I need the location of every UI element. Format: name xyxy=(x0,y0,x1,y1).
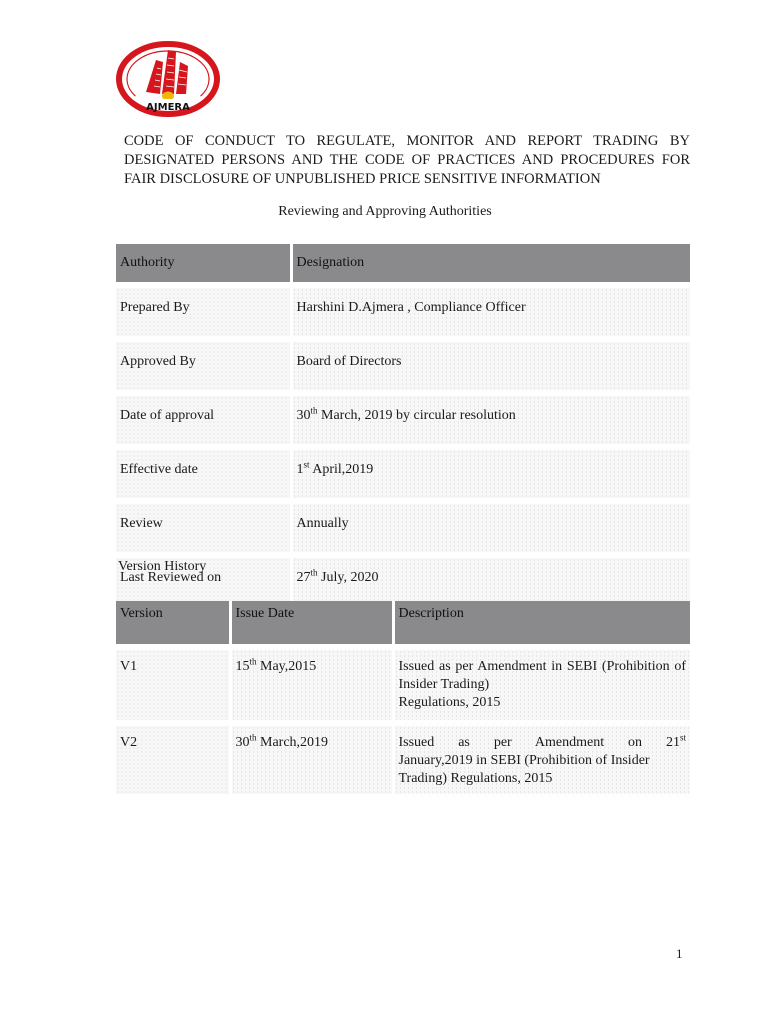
authority-cell: Prepared By xyxy=(116,288,291,336)
designation-cell: Annually xyxy=(291,504,690,552)
issue-date-cell: 15th May,2015 xyxy=(230,650,393,720)
header-authority: Authority xyxy=(116,244,291,282)
description-cell: Issued as per Amendment on 21st January,2019 in SEBI (Prohibition of Insider Trading) Regulations, 2015 xyxy=(393,726,690,794)
version-cell: V2 xyxy=(116,726,230,794)
version-cell: V1 xyxy=(116,650,230,720)
authority-cell: Review xyxy=(116,504,291,552)
header-issue-date: Issue Date xyxy=(230,601,393,644)
version-history-table xyxy=(116,601,690,794)
header-version: Version xyxy=(116,601,230,644)
title-line: CODE OF CONDUCT TO REGULATE, MONITOR AND REPORT TRADING BY xyxy=(124,133,690,149)
authority-cell: Effective date xyxy=(116,450,291,498)
title-line: FAIR DISCLOSURE OF UNPUBLISHED PRICE SENSITIVE INFORMATION xyxy=(124,171,601,187)
document-title xyxy=(124,132,690,189)
page-number: 1 xyxy=(676,946,683,961)
designation-cell: 30th March, 2019 by circular resolution xyxy=(291,396,690,444)
designation-cell: Board of Directors xyxy=(291,342,690,390)
designation-cell: Harshini D.Ajmera , Compliance Officer xyxy=(291,288,690,336)
authority-cell: Last Reviewed on xyxy=(116,558,291,606)
title-line: DESIGNATED PERSONS AND THE CODE OF PRACTICES AND PROCEDURES FOR xyxy=(124,152,690,168)
table-header-row xyxy=(116,244,690,282)
header-designation: Designation xyxy=(291,244,690,282)
version-history-label: Version History xyxy=(118,559,207,574)
authority-cell: Approved By xyxy=(116,342,291,390)
header-description: Description xyxy=(393,601,690,644)
ajmera-logo-icon xyxy=(116,40,220,118)
authorities-table xyxy=(116,244,690,606)
table-row xyxy=(116,504,690,552)
table-row xyxy=(116,288,690,336)
designation-cell: 27th July, 2020 xyxy=(291,558,690,606)
issue-date-cell: 30th March,2019 xyxy=(230,726,393,794)
table-row xyxy=(116,650,690,720)
description-cell: Issued as per Amendment in SEBI (Prohibition of Insider Trading) Regulations, 2015 xyxy=(393,650,690,720)
table-row xyxy=(116,342,690,390)
table-row xyxy=(116,450,690,498)
company-logo xyxy=(116,40,220,118)
table-row xyxy=(116,396,690,444)
designation-cell: 1st April,2019 xyxy=(291,450,690,498)
table-header-row xyxy=(116,601,690,644)
authority-cell: Date of approval xyxy=(116,396,291,444)
logo-brand-text: AJMERA xyxy=(146,102,190,113)
table-row xyxy=(116,726,690,794)
section-subtitle: Reviewing and Approving Authorities xyxy=(278,204,492,219)
